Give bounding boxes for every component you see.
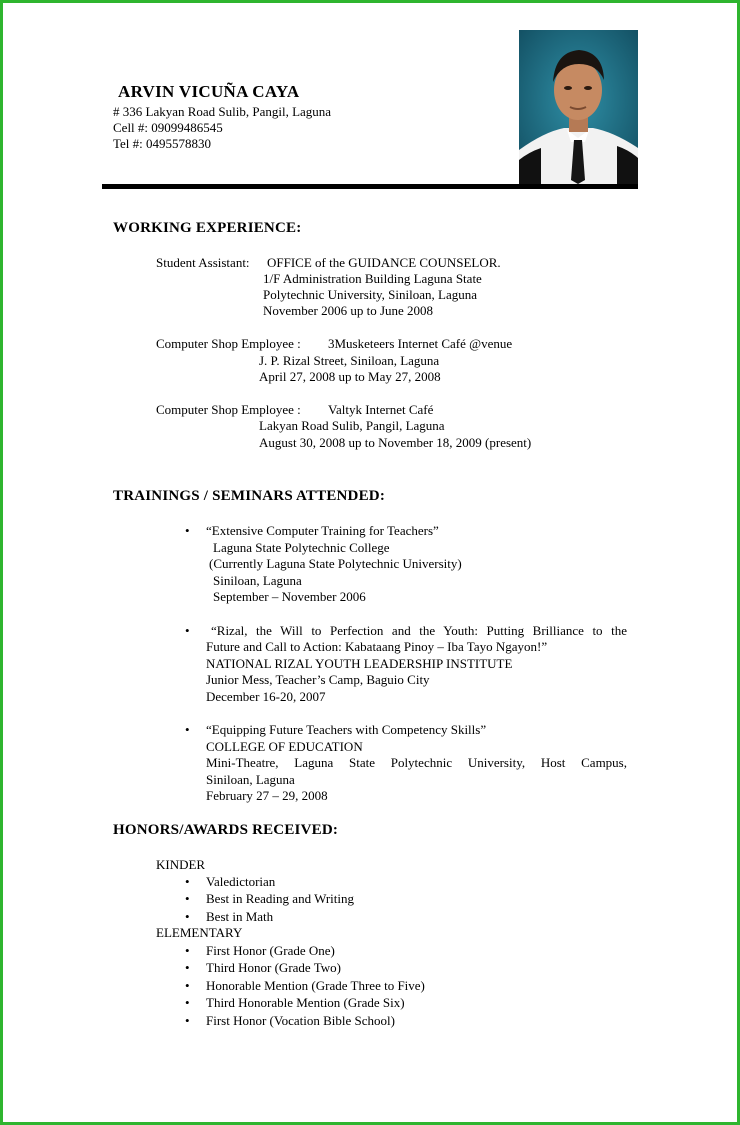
experience-line: OFFICE of the GUIDANCE COUNSELOR.: [267, 255, 501, 270]
cell-number: Cell #: 09099486545: [113, 120, 223, 135]
bullet-icon: •: [185, 909, 190, 924]
experience-line: 1/F Administration Building Laguna State: [263, 271, 482, 286]
training-line: Mini-Theatre, Laguna State Polytechnic University, Host Campus,: [206, 755, 627, 770]
experience-line: Valtyk Internet Café: [328, 402, 434, 417]
section-heading-experience: WORKING EXPERIENCE:: [113, 220, 302, 236]
experience-line: 3Musketeers Internet Café @venue: [328, 336, 513, 351]
bullet-icon: •: [185, 891, 190, 906]
experience-role: Computer Shop Employee :: [156, 402, 301, 417]
training-line: “Equipping Future Teachers with Competency Skills”: [206, 722, 487, 737]
training-line: September – November 2006: [213, 589, 366, 604]
bullet-icon: •: [185, 960, 190, 975]
honors-group-label: ELEMENTARY: [156, 925, 243, 940]
experience-line: Polytechnic University, Siniloan, Laguna: [263, 287, 477, 302]
honor-item: Third Honorable Mention (Grade Six): [206, 995, 405, 1010]
bullet-icon: •: [185, 995, 190, 1010]
honor-item: Best in Reading and Writing: [206, 891, 354, 906]
experience-line: November 2006 up to June 2008: [263, 303, 434, 318]
bullet-icon: •: [185, 1013, 190, 1028]
training-line: Siniloan, Laguna: [206, 772, 295, 787]
honor-item: Honorable Mention (Grade Three to Five): [206, 978, 425, 993]
bullet-icon: •: [185, 623, 190, 638]
honor-item: Third Honor (Grade Two): [206, 960, 341, 975]
training-line: Laguna State Polytechnic College: [213, 540, 390, 555]
training-line: Junior Mess, Teacher’s Camp, Baguio City: [206, 672, 430, 687]
training-line: COLLEGE OF EDUCATION: [206, 739, 363, 754]
experience-line: April 27, 2008 up to May 27, 2008: [259, 369, 441, 384]
honor-item: Best in Math: [206, 909, 274, 924]
header-divider: [102, 184, 638, 189]
training-line: NATIONAL RIZAL YOUTH LEADERSHIP INSTITUTE: [206, 656, 513, 671]
address-line: # 336 Lakyan Road Sulib, Pangil, Laguna: [113, 104, 332, 119]
experience-line: August 30, 2008 up to November 18, 2009 (present): [259, 435, 532, 450]
tel-number: Tel #: 0495578830: [113, 136, 212, 151]
honors-group-label: KINDER: [156, 857, 206, 872]
training-line: (Currently Laguna State Polytechnic University): [209, 556, 462, 571]
training-line: Future and Call to Action: Kabataang Pinoy – Iba Tayo Ngayon!”: [206, 639, 548, 654]
honor-item: Valedictorian: [206, 874, 276, 889]
bullet-icon: •: [185, 722, 190, 737]
experience-role: Computer Shop Employee :: [156, 336, 301, 351]
section-heading-trainings: TRAININGS / SEMINARS ATTENDED:: [113, 488, 386, 504]
honor-item: First Honor (Grade One): [206, 943, 335, 958]
training-line: December 16-20, 2007: [206, 689, 326, 704]
training-line: Siniloan, Laguna: [213, 573, 302, 588]
honor-item: First Honor (Vocation Bible School): [206, 1013, 395, 1028]
bullet-icon: •: [185, 874, 190, 889]
bullet-icon: •: [185, 523, 190, 538]
training-line: February 27 – 29, 2008: [206, 788, 328, 803]
applicant-name: ARVIN VICUÑA CAYA: [118, 82, 300, 101]
bullet-icon: •: [185, 978, 190, 993]
training-line: “Rizal, the Will to Perfection and the Youth: Putting Brilliance to the: [211, 623, 627, 638]
portrait-photo: [519, 30, 638, 184]
bullet-icon: •: [185, 943, 190, 958]
experience-line: Lakyan Road Sulib, Pangil, Laguna: [259, 418, 445, 433]
experience-role: Student Assistant:: [156, 255, 250, 270]
section-heading-honors: HONORS/AWARDS RECEIVED:: [113, 822, 339, 838]
training-line: “Extensive Computer Training for Teachers”: [206, 523, 439, 538]
experience-line: J. P. Rizal Street, Siniloan, Laguna: [259, 353, 440, 368]
